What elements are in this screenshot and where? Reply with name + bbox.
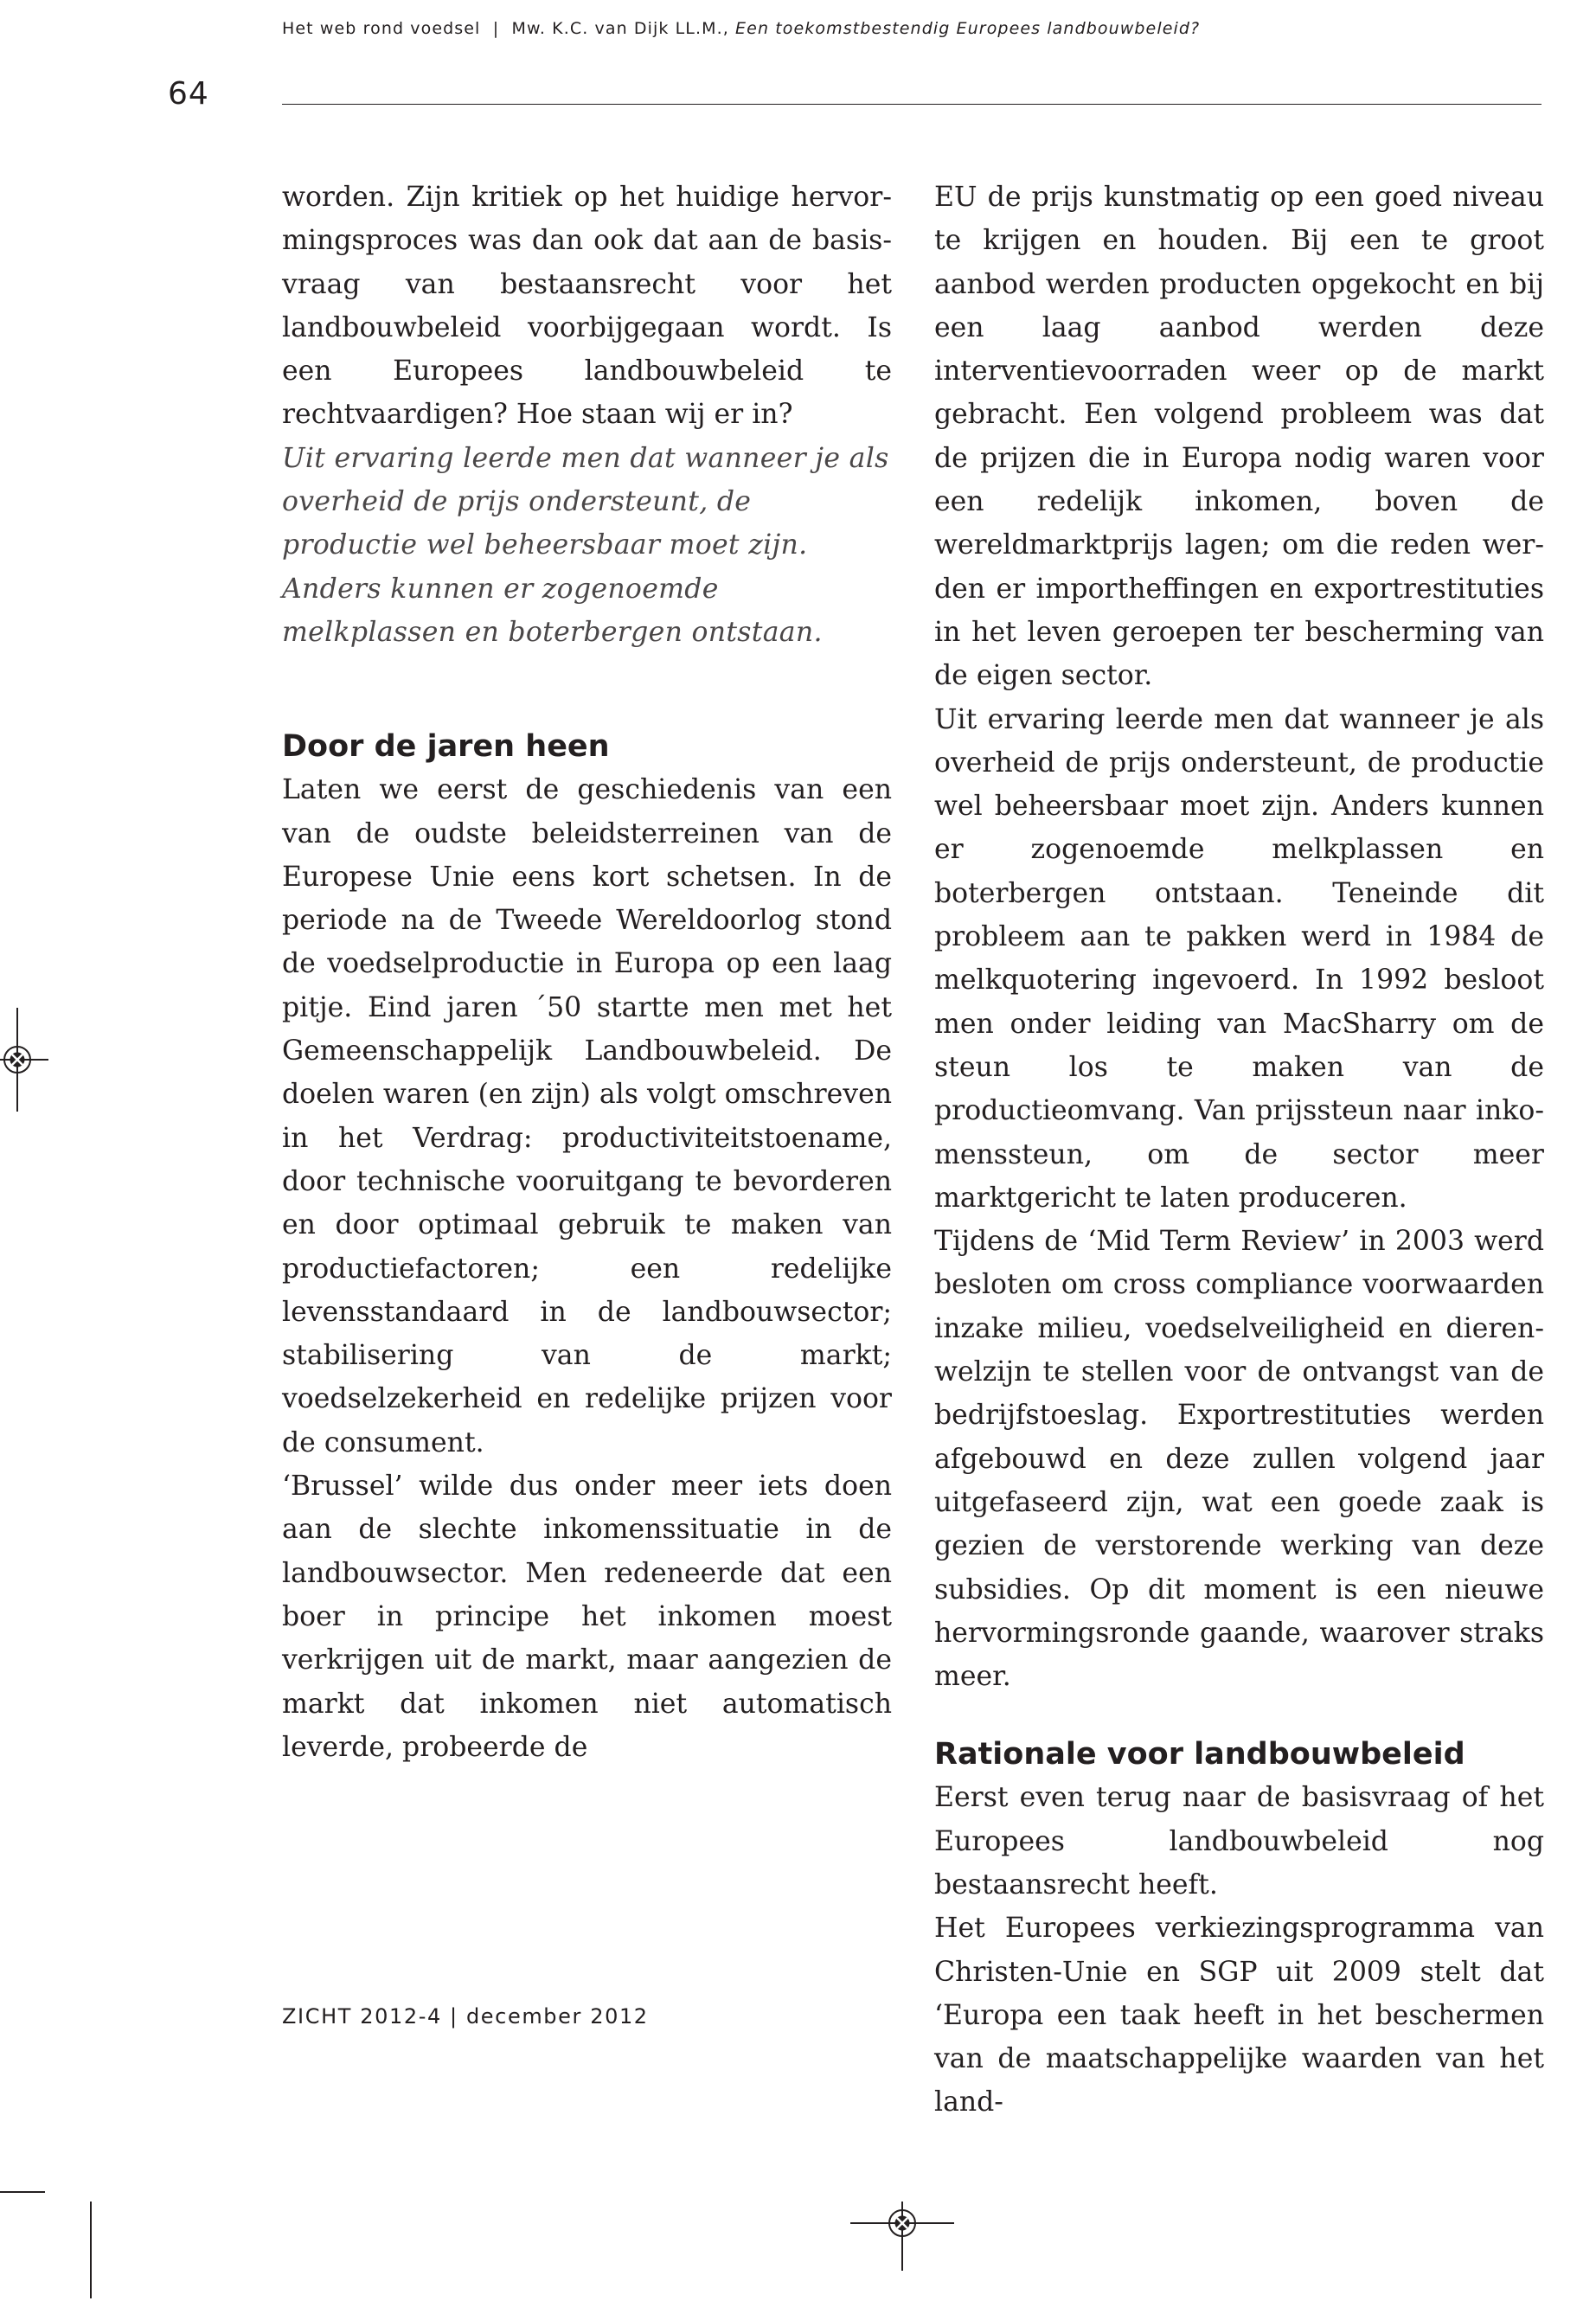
right-column — [934, 176, 1544, 2125]
body-paragraph: Eerst even terug naar de basisvraag of het Europees landbouwbeleid nog bestaansrecht heeft. — [934, 1782, 1544, 1900]
registration-mark-icon — [850, 2202, 954, 2271]
body-paragraph: Tijdens de ‘Mid Term Review’ in 2003 werd besloten om cross compliance voorwaarden inzake milieu, voedselveiligheid en dierenwelzijn te stellen voor de ontvangst van de bedrijfstoeslag. Exportrestituties werden afgebouwd en deze zullen volgend jaar uitgefaseerd zijn, wat een goede zaak is gezien de verstorende werking van deze subsidies. Op dit moment is een nieuwe hervormingsronde gaande, waarover straks meer. — [934, 1226, 1544, 1693]
pull-quote: Uit ervaring leerde men dat wanneer je als overheid de prijs ondersteunt, de productie wel beheersbaar moet zijn. Anders kunnen er zogenoemde melkplassen en boterbergen ontstaan. — [282, 442, 889, 648]
registration-mark-icon — [0, 1008, 52, 1112]
body-paragraph: ‘Brussel’ wilde dus onder meer iets doen aan de slechte inkomenssituatie in de landbouwsector. Men redeneerde dat een boer in principe het inkomen moest verkrijgen uit de markt, maar aangezien de markt dat inkomen niet automatisch leverde, probeerde de — [282, 1471, 892, 1763]
intro-paragraph: worden. Zijn kritiek op het huidige hervormingsproces was dan ook dat aan de basisvraag van bestaansrecht voor het landbouwbeleid voorbijgegaan wordt. Is een Europees landbouwbeleid te rechtvaardigen? Hoe staan wij er in? — [282, 182, 892, 431]
page-number: 64 — [168, 76, 209, 112]
crop-mark — [0, 2191, 45, 2193]
crop-mark — [90, 2202, 92, 2298]
section-heading-history: Door de jaren heen — [282, 729, 610, 765]
left-column — [282, 176, 892, 1769]
footer-issue: ZICHT 2012-4 | december 2012 — [282, 2004, 649, 2029]
body-paragraph: EU de prijs kunstmatig op een goed niveau te krijgen en houden. Bij een te groot aanbod werden producten opgekocht en bij een laag aanbod werden deze interventievoorraden weer op de markt gebracht. Een volgend probleem was dat de prijzen die in Europa nodig waren voor een redelijk inkomen, boven de wereldmarktprijs lagen; om die reden werden er importheffingen en exportrestituties in het leven geroepen ter bescherming van de eigen sector. — [934, 182, 1544, 692]
header-rule — [282, 104, 1542, 105]
running-head — [282, 19, 1200, 38]
body-paragraph: Het Europees verkiezingsprogramma van Christen-Unie en SGP uit 2009 stelt dat ‘Europa een taak heeft in het beschermen van de maatschappelijke waarden van het land- — [934, 1913, 1544, 2118]
body-paragraph: Uit ervaring leerde men dat wanneer je als overheid de prijs ondersteunt, de productie wel beheersbaar moet zijn. Anders kunnen er zogenoemde melkplassen en boterbergen ontstaan. Teneinde dit probleem aan te pakken werd in 1984 de melkquotering ingevoerd. In 1992 besloot men onder leiding van MacSharry om de steun los te maken van de productieomvang. Van prijssteun naar inkomenssteun, om de sector meer marktgericht te laten produceren. — [934, 703, 1544, 1214]
body-paragraph: Laten we eerst de geschiedenis van een van de oudste beleidsterreinen van de Europese Unie eens kort schetsen. In de periode na de Tweede Wereldoorlog stond de voedselproductie in Europa op een laag pitje. Eind jaren ´50 startte men met het Gemeenschappelijk Landbouwbeleid. De doelen waren (en zijn) als volgt omschreven in het Verdrag: productiviteitstoename, door technische vooruitgang te bevorderen en door optimaal gebruik te maken van productiefactoren; een redelijke levensstandaard in de landbouwsector; stabilisering van de markt; voedselzekerheid en redelijke prijzen voor de consument. — [282, 774, 892, 1458]
running-head-title: Een toekomstbestendig Europees landbouwbeleid? — [735, 19, 1201, 38]
running-head-text: Het web rond voedsel | Mw. K.C. van Dijk LL.M., — [282, 19, 736, 38]
section-heading-rationale: Rationale voor landbouwbeleid — [934, 1737, 1465, 1772]
